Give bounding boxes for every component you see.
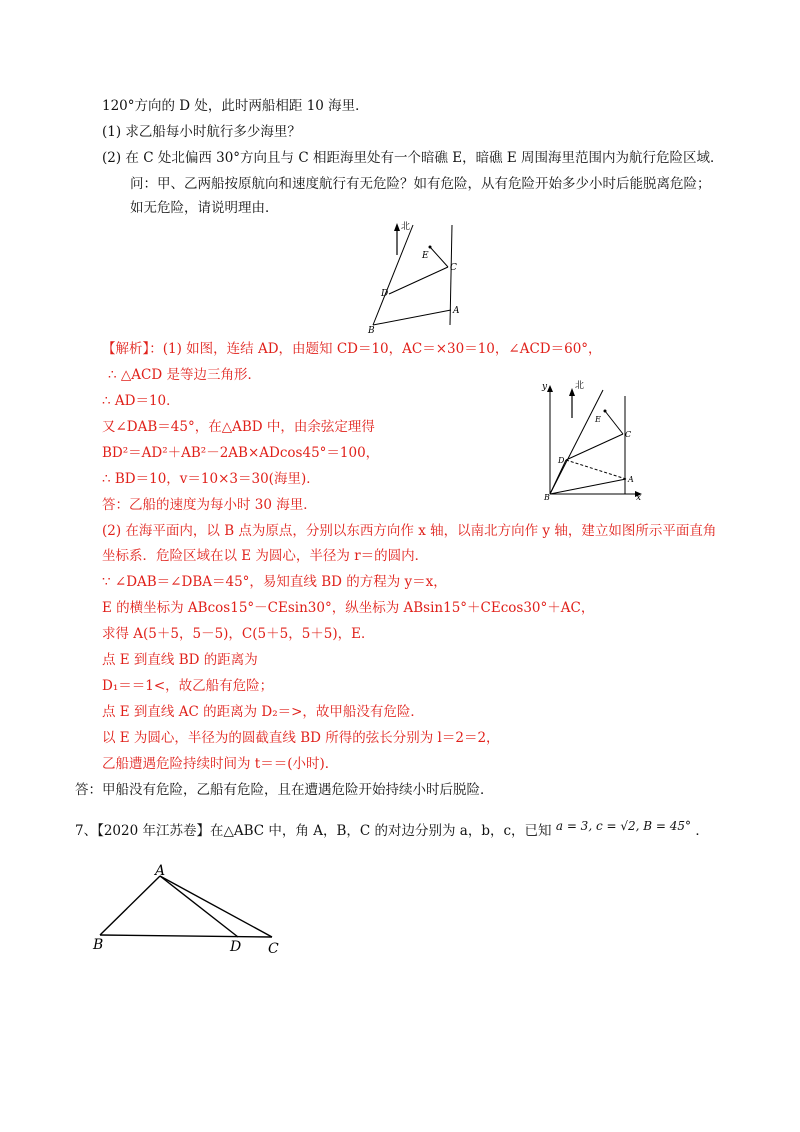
fig2-label-x: x: [636, 493, 642, 501]
fig2-label-y: y: [542, 382, 548, 392]
solution-line-2: ∴ △ACD 是等边三角形．: [108, 367, 261, 383]
figure-ship-routes: [360, 215, 480, 335]
solution-line-15: 点 E 到直线 AC 的距离为 D₂＝>，故甲船没有危险．: [102, 704, 424, 720]
fig2-label-E: E: [595, 415, 601, 424]
question-7-formula: a = 3, c = √2, B = 45°: [555, 819, 692, 833]
fig3-label-D: D: [230, 939, 242, 955]
solution-line-12: 求得 A(5＋5，5－5)，C(5＋5，5＋5)，E．: [102, 626, 375, 642]
problem-line-1: 120°方向的 D 处，此时两船相距 10 海里．: [102, 98, 369, 114]
fig2-label-C: C: [625, 430, 632, 439]
solution-line-1: 【解析】：(1) 如图，连结 AD，由题知 CD＝10，AC＝×30＝10，∠ACD＝60°，: [102, 341, 602, 357]
solution-line-7: 答：乙船的速度为每小时 30 海里．: [102, 497, 317, 513]
final-answer: 答：甲船没有危险，乙船有危险，且在遭遇危险开始持续小时后脱险．: [75, 782, 494, 798]
fig1-label-B: B: [368, 326, 375, 335]
fig3-label-A: A: [155, 863, 166, 879]
figure-coordinate-system: [535, 376, 650, 501]
problem-question-2-ask-cont: 如无危险，请说明理由．: [130, 200, 279, 216]
solution-line-11: E 的横坐标为 ABcos15°－CEsin30°，纵坐标为 ABsin15°＋CEcos30°＋AC，: [102, 600, 595, 616]
fig2-label-B: B: [544, 493, 550, 501]
solution-line-5: BD²＝AD²＋AB²－2AB×ADcos45°＝100，: [102, 445, 380, 461]
solution-line-9: 坐标系．危险区域在以 E 为圆心，半径为 r＝的圆内．: [102, 548, 429, 564]
fig3-label-C: C: [268, 941, 279, 957]
question-7: [75, 821, 709, 841]
fig2-north-label: 北: [575, 381, 585, 391]
question-7-text: 7、【2020 年江苏卷】在△ABC 中，角 A，B，C 的对边分别为 a，b，c，已知: [75, 823, 552, 839]
fig1-label-C: C: [450, 263, 457, 273]
fig1-north-label: 北: [401, 222, 411, 232]
solution-line-6: ∴ BD＝10，v＝10×3＝30(海里)．: [102, 471, 320, 487]
fig2-label-D: D: [558, 456, 565, 465]
problem-question-2-ask: 问：甲、乙两船按原航向和速度航行有无危险？如有危险，从有危险开始多少小时后能脱离危险；: [130, 176, 711, 192]
fig1-label-D: D: [381, 289, 389, 299]
problem-question-2: (2) 在 C 处北偏西 30°方向且与 C 相距海里处有一个暗礁 E，暗礁 E 周围海里范围内为航行危险区域．: [102, 150, 724, 166]
solution-line-10: ∵ ∠DAB＝∠DBA＝45°，易知直线 BD 的方程为 y＝x，: [102, 574, 447, 590]
solution-line-13: 点 E 到直线 BD 的距离为: [102, 652, 258, 668]
solution-line-8: (2) 在海平面内，以 B 点为原点，分别以东西方向作 x 轴，以南北方向作 y 轴，建立如图所示平面直角: [102, 523, 717, 539]
solution-line-17: 乙船遭遇危险持续时间为 t＝＝(小时)．: [102, 756, 339, 772]
fig3-label-B: B: [93, 937, 104, 953]
solution-line-14: D₁＝＝1<，故乙船有危险；: [102, 678, 274, 694]
problem-question-1: (1) 求乙船每小时航行多少海里？: [102, 124, 301, 140]
figure-triangle-abc: [85, 860, 295, 960]
fig1-label-E: E: [422, 251, 429, 261]
solution-line-16: 以 E 为圆心，半径为的圆截直线 BD 所得的弦长分别为 l＝2＝2，: [102, 730, 500, 746]
solution-line-4: 又∠DAB＝45°，在△ABD 中，由余弦定理得: [102, 419, 375, 435]
question-7-end: ．: [695, 823, 709, 839]
fig1-label-A: A: [453, 306, 460, 316]
solution-line-3: ∴ AD＝10．: [102, 393, 180, 409]
fig2-label-A: A: [628, 475, 634, 484]
